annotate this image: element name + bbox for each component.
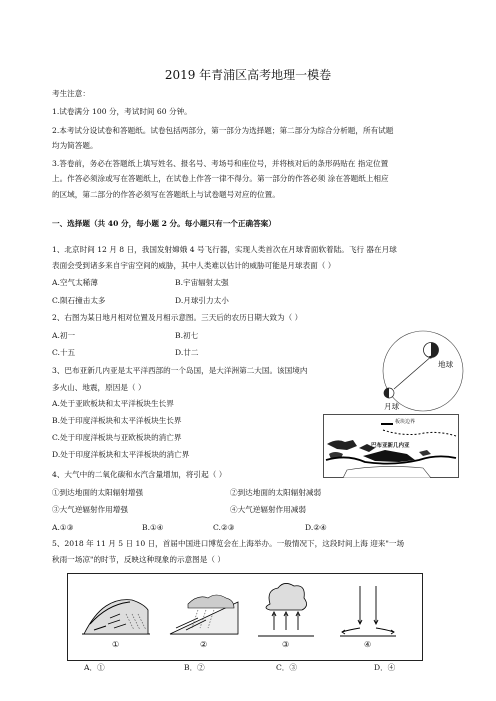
- notice-line: 2.本考试分设试卷和答题纸。试卷包括两部分，第一部分为选择题；第二部分为综合分析题，所有试题: [52, 126, 394, 135]
- option-d: D．④: [374, 663, 396, 672]
- map-country-label: 巴布亚新几内亚: [371, 443, 410, 449]
- question-stem: 5、2018 年 11 月 5 日 10 日，首届中国进口博览会在上海举办。一般情况下，这段时间上海 迎来"一场: [52, 539, 405, 548]
- notice-line: 均为简答题。: [52, 141, 98, 150]
- question-stem: 1、北京时间 12 月 8 日，我国发射嫦娥 4 号飞行器，实现人类首次在月球背面软着陆。飞行 器在月球: [52, 245, 397, 254]
- page-title: 2019 年青浦区高考地理一模卷: [164, 68, 332, 82]
- option-c: C.十五: [52, 348, 76, 357]
- figure-number-2: ②: [200, 640, 208, 649]
- option-d: D.处于印度洋板块和太平洋板块的消亡界: [52, 450, 190, 459]
- option-a: A．①: [84, 663, 105, 672]
- option-c: C．③: [276, 663, 297, 672]
- option-a: A.空气太稀薄: [52, 278, 98, 287]
- option-a: A.处于亚欧板块和太平洋板块生长界: [52, 399, 174, 408]
- question-stem: 多火山、地震，原因是（ ）: [52, 383, 146, 392]
- notice-line: 3.答卷前，务必在答题纸上填写姓名、报名号、考场号和座位号，并将核对后的条形码贴在 指定位置: [52, 159, 389, 168]
- option-b: B.处于印度洋板块和太平洋板块生长界: [52, 416, 182, 425]
- statement-2: ②到达地面的太阳辐射减弱: [230, 488, 322, 497]
- moon-label: 月球: [384, 402, 400, 411]
- warm-front-diagram: [168, 584, 240, 636]
- question-stem: 3、巴布亚新几内亚是太平洋西部的一个岛国，是大洋洲第二大国。该国境内: [52, 366, 308, 375]
- convection-diagram: [256, 580, 316, 638]
- option-d: D.②④: [305, 523, 327, 532]
- option-b: B.初七: [175, 331, 199, 340]
- question-stem: 表面会受到诸多来自宇宙空间的威胁，其中人类难以估计的威胁可能是月球表面（ ）: [52, 261, 336, 270]
- section-heading: 一、选择题（共 40 分，每小题 2 分。每小题只有一个正确答案）: [52, 219, 276, 228]
- statement-1: ①到达地面的太阳辐射增强: [52, 488, 144, 497]
- earth-label: 地球: [438, 360, 454, 369]
- option-d: D.廿二: [175, 348, 199, 357]
- notice-line: 1.试卷满分 100 分，考试时间 60 分钟。: [52, 107, 192, 116]
- option-d: D.月球引力太小: [175, 296, 229, 305]
- notice-line: 上。作答必须涂或写在答题纸上，在试卷上作答一律不得分。第一部分的作答必须 涂在答题纸上相应: [52, 174, 389, 183]
- option-b: B.①④: [142, 523, 164, 532]
- option-a: A.①③: [52, 523, 74, 532]
- question-stem: 2、右图为某日地月相对位置及月相示意图。三天后的农历日期大致为（ ）: [52, 313, 303, 322]
- figure-number-1: ①: [112, 640, 120, 649]
- moon-orbit: [383, 331, 463, 411]
- direction-arrow: [394, 355, 433, 389]
- statement-3: ③大气逆辐射作用增强: [52, 505, 128, 514]
- high-pressure-diagram: [338, 580, 398, 638]
- statement-4: ④大气逆辐射作用减弱: [230, 505, 306, 514]
- weather-figure: [67, 573, 423, 661]
- option-b: B．②: [184, 663, 205, 672]
- figure-number-4: ④: [364, 640, 372, 649]
- question-stem: 秋雨一场凉"的时节，反映这种现象的示意图是（ ）: [52, 555, 225, 564]
- option-c: C.②③: [213, 523, 235, 532]
- notice-line: 的区域，第二部分的作答必须写在答题纸上与试卷题号对应的位置。: [52, 190, 280, 199]
- map-legend-label: 板块边界: [395, 419, 416, 425]
- option-a: A.初一: [52, 331, 76, 340]
- option-c: C.处于印度洋板块与亚欧板块的消亡界: [52, 433, 182, 442]
- question-stem: 4、大气中的二氧化碳和水汽含量增加，将引起（ ）: [52, 470, 227, 479]
- cold-front-diagram: [80, 584, 152, 636]
- notice-heading: 考生注意：: [52, 89, 90, 98]
- option-c: C.陨石撞击太多: [52, 296, 106, 305]
- option-b: B.宇宙辐射太强: [175, 278, 229, 287]
- figure-number-3: ③: [282, 640, 290, 649]
